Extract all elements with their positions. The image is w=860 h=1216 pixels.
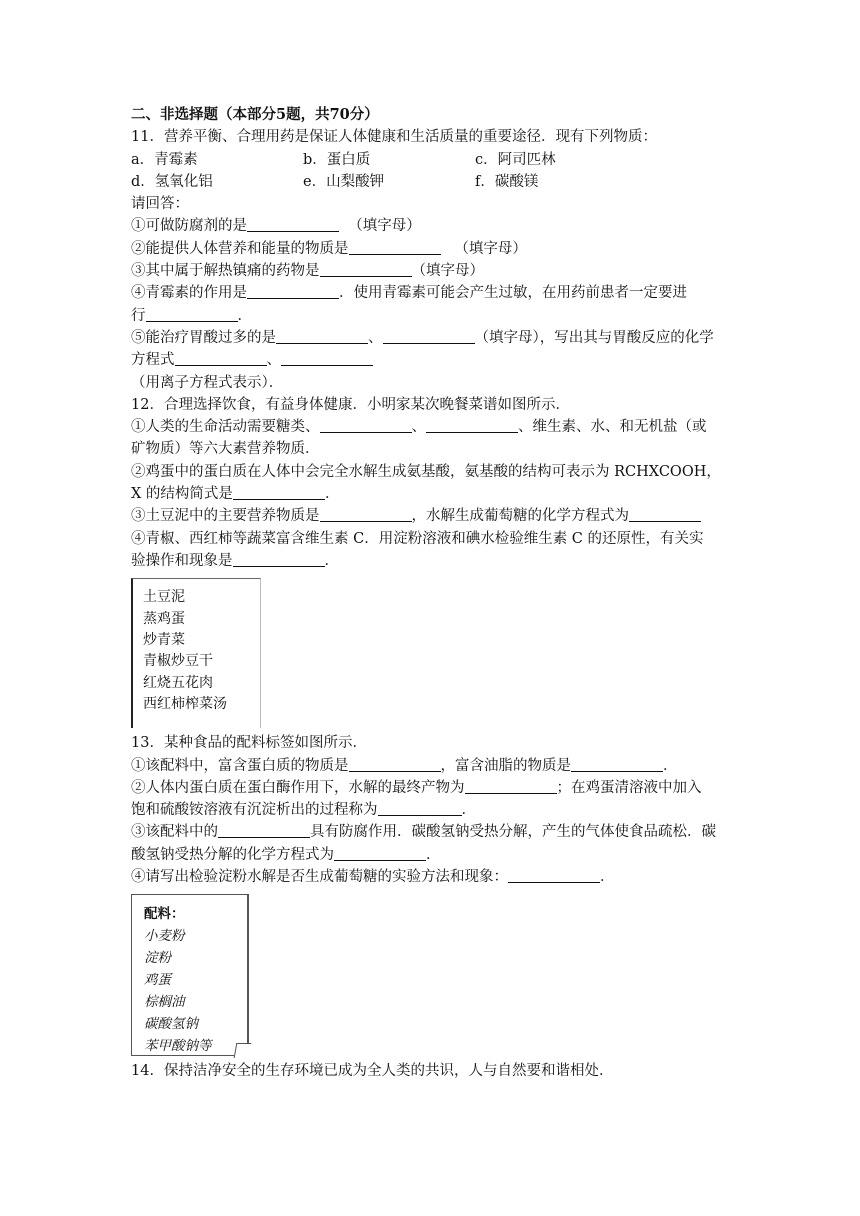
q11-sub-4 bbox=[131, 282, 731, 304]
q13-sub-2-line-2 bbox=[131, 799, 731, 821]
q13-sub-3-end: ． bbox=[426, 846, 441, 863]
q12-sub-3 bbox=[131, 505, 731, 527]
answer-blank[interactable] bbox=[146, 306, 238, 322]
q11-options-row-1 bbox=[131, 149, 731, 171]
q11-sub-5 bbox=[131, 327, 731, 349]
q11-options-row-2 bbox=[131, 171, 731, 193]
q12-sub-2-line-2 bbox=[131, 483, 731, 505]
q13-sub-3 bbox=[131, 821, 731, 843]
answer-blank[interactable] bbox=[571, 756, 663, 772]
label-item: 棕榈油 bbox=[144, 994, 185, 1011]
answer-blank[interactable] bbox=[320, 506, 412, 522]
q11-sub-4-text-2: ．使用青霉素可能会产生过敏，在用药前患者一定要进 bbox=[339, 285, 687, 302]
menu-item: 土豆泥 bbox=[143, 589, 185, 606]
q12-sub-2-text: X 的结构简式是 bbox=[131, 486, 233, 503]
q11-sub-1 bbox=[131, 215, 731, 237]
q11-option-c: c．阿司匹林 bbox=[475, 151, 556, 168]
q13-sub-3-text-3: 酸氢钠受热分解的化学方程式为 bbox=[131, 846, 334, 863]
q11-sub-2 bbox=[131, 238, 731, 260]
q13-sub-4-end: ． bbox=[600, 869, 615, 886]
q13-sub-1-end: ． bbox=[663, 757, 678, 774]
answer-blank[interactable] bbox=[383, 328, 475, 344]
separator: 、 bbox=[368, 329, 383, 346]
q11-sub-1-text: ①可做防腐剂的是 bbox=[131, 218, 247, 235]
q11-sub-5-text: ⑤能治疗胃酸过多的是 bbox=[131, 329, 276, 346]
q13-sub-2 bbox=[131, 777, 731, 799]
q11-option-f: f．碳酸镁 bbox=[475, 173, 539, 190]
answer-blank[interactable] bbox=[276, 328, 368, 344]
q11-option-d: d．氢氧化铝 bbox=[131, 173, 213, 190]
menu-item: 青椒炒豆干 bbox=[143, 653, 213, 670]
q11-option-a: a．青霉素 bbox=[131, 151, 198, 168]
q13-sub-1 bbox=[131, 755, 731, 777]
question-12 bbox=[131, 394, 731, 728]
section-title: 二、非选择题（本部分5题，共70分） bbox=[131, 106, 379, 123]
q13-sub-1-text-2: ，富含油脂的物质是 bbox=[440, 757, 571, 774]
answer-blank[interactable] bbox=[349, 756, 441, 772]
question-11 bbox=[131, 126, 731, 394]
menu-figure bbox=[131, 578, 261, 728]
q13-sub-1-text: ①该配料中，富含蛋白质的物质是 bbox=[131, 757, 349, 774]
answer-blank[interactable] bbox=[334, 845, 426, 861]
q12-stem: 12．合理选择饮食，有益身体健康．小明家某次晚餐菜谱如图所示． bbox=[131, 396, 570, 413]
q13-sub-3-text-2: 具有防腐作用．碳酸氢钠受热分解，产生的气体使食品疏松．碳 bbox=[310, 824, 716, 841]
q13-sub-2-text-3: 饱和硫酸铵溶液有沉淀析出的过程称为 bbox=[131, 802, 378, 819]
label-item: 淀粉 bbox=[144, 950, 171, 967]
q11-sub-5-text-3: 方程式 bbox=[131, 352, 175, 369]
q13-sub-2-text-2: ；在鸡蛋清溶液中加入 bbox=[556, 779, 702, 796]
q11-sub-1-hint: （填字母） bbox=[348, 218, 421, 235]
menu-item: 炒青菜 bbox=[143, 632, 185, 649]
answer-blank[interactable] bbox=[233, 484, 325, 500]
q11-sub-4-end: ． bbox=[237, 307, 252, 324]
q13-sub-2-end: ． bbox=[461, 802, 476, 819]
answer-blank[interactable] bbox=[508, 867, 600, 883]
answer-blank[interactable] bbox=[247, 283, 339, 299]
q12-sub-1 bbox=[131, 416, 731, 438]
answer-blank[interactable] bbox=[320, 261, 412, 277]
label-item: 小麦粉 bbox=[144, 928, 185, 945]
q11-sub-5-text-2: （填字母），写出其与胃酸反应的化学 bbox=[474, 329, 714, 346]
q13-sub-3-line-2 bbox=[131, 844, 731, 866]
separator: 、 bbox=[411, 419, 426, 436]
q13-sub-4 bbox=[131, 866, 731, 888]
menu-item: 蒸鸡蛋 bbox=[143, 610, 185, 627]
q14-stem: 14．保持洁净安全的生存环境已成为全人类的共识，人与自然要和谐相处． bbox=[131, 1063, 614, 1080]
question-14 bbox=[131, 1060, 731, 1082]
q13-sub-3-text: ③该配料中的 bbox=[131, 824, 218, 841]
q13-sub-4-text: ④请写出检验淀粉水解是否生成葡萄糖的实验方法和现象： bbox=[131, 869, 508, 886]
label-item: 碳酸氢钠 bbox=[144, 1016, 198, 1033]
answer-blank[interactable] bbox=[281, 350, 373, 366]
q11-stem: 11．营养平衡、合理用药是保证人体健康和生活质量的重要途径．现有下列物质： bbox=[131, 129, 657, 146]
answer-blank[interactable] bbox=[175, 350, 267, 366]
answer-blank[interactable] bbox=[378, 800, 462, 816]
answer-blank[interactable] bbox=[629, 506, 701, 522]
q12-sub-2-end: ． bbox=[324, 486, 340, 503]
exam-page bbox=[131, 104, 731, 1083]
menu-item: 红烧五花肉 bbox=[143, 674, 213, 691]
answer-blank[interactable] bbox=[465, 778, 557, 794]
q12-sub-1-text-2: 、维生素、水、和无机盐（或 bbox=[518, 419, 707, 436]
q12-sub-1-text: ①人类的生命活动需要糖类、 bbox=[131, 419, 320, 436]
q11-sub-4-text-3: 行 bbox=[131, 307, 146, 324]
q12-sub-4: ④青椒、西红柿等蔬菜富含维生素 C．用淀粉溶液和碘水检验维生素 C 的还原性，有关实 bbox=[131, 530, 704, 547]
answer-blank[interactable] bbox=[218, 822, 310, 838]
q12-sub-4-end: ． bbox=[324, 552, 339, 569]
q11-sub-5-line-3: （用离子方程式表示）． bbox=[131, 374, 284, 391]
question-13 bbox=[131, 732, 731, 1056]
answer-blank[interactable] bbox=[247, 216, 339, 232]
page-curl-decoration bbox=[234, 1043, 252, 1058]
label-item: 鸡蛋 bbox=[144, 972, 171, 989]
separator: 、 bbox=[266, 352, 281, 369]
answer-blank[interactable] bbox=[426, 417, 518, 433]
q12-sub-1-line-2: 矿物质）等六大素营养物质． bbox=[131, 441, 320, 458]
q12-sub-2: ②鸡蛋中的蛋白质在人体中会完全水解生成氨基酸，氨基酸的结构可表示为 RCHXCOOH， bbox=[131, 463, 721, 480]
q11-sub-3-hint: （填字母） bbox=[411, 263, 484, 280]
q13-stem: 13．某种食品的配料标签如图所示． bbox=[131, 735, 367, 752]
q11-sub-4-text: ④青霉素的作用是 bbox=[131, 285, 247, 302]
ingredient-label-figure bbox=[131, 894, 249, 1056]
q12-sub-4-line-2 bbox=[131, 550, 731, 572]
answer-blank[interactable] bbox=[233, 551, 325, 567]
answer-blank[interactable] bbox=[349, 239, 441, 255]
q12-sub-3-text-2: ，水解生成葡萄糖的化学方程式为 bbox=[411, 508, 629, 525]
q13-sub-2-text: ②人体内蛋白质在蛋白酶作用下，水解的最终产物为 bbox=[131, 779, 465, 796]
q12-sub-4-text: 验操作和现象是 bbox=[131, 552, 233, 569]
q11-sub-3-text: ③其中属于解热镇痛的药物是 bbox=[131, 263, 320, 280]
q11-sub-4-line-2 bbox=[131, 305, 731, 327]
label-item: 苯甲酸钠等 bbox=[144, 1038, 212, 1055]
q11-sub-5-line-2 bbox=[131, 349, 731, 371]
answer-blank[interactable] bbox=[320, 417, 412, 433]
q11-sub-2-text: ②能提供人体营养和能量的物质是 bbox=[131, 240, 349, 257]
q11-option-e: e．山梨酸钾 bbox=[303, 173, 385, 190]
q11-sub-2-hint: （填字母） bbox=[454, 240, 527, 257]
q11-sub-3 bbox=[131, 260, 731, 282]
label-title: 配料： bbox=[144, 906, 185, 923]
menu-item: 西红柿榨菜汤 bbox=[143, 696, 227, 713]
q12-sub-3-text: ③土豆泥中的主要营养物质是 bbox=[131, 508, 320, 525]
q11-prompt: 请回答： bbox=[131, 196, 189, 213]
q11-option-b: b．蛋白质 bbox=[303, 151, 371, 168]
